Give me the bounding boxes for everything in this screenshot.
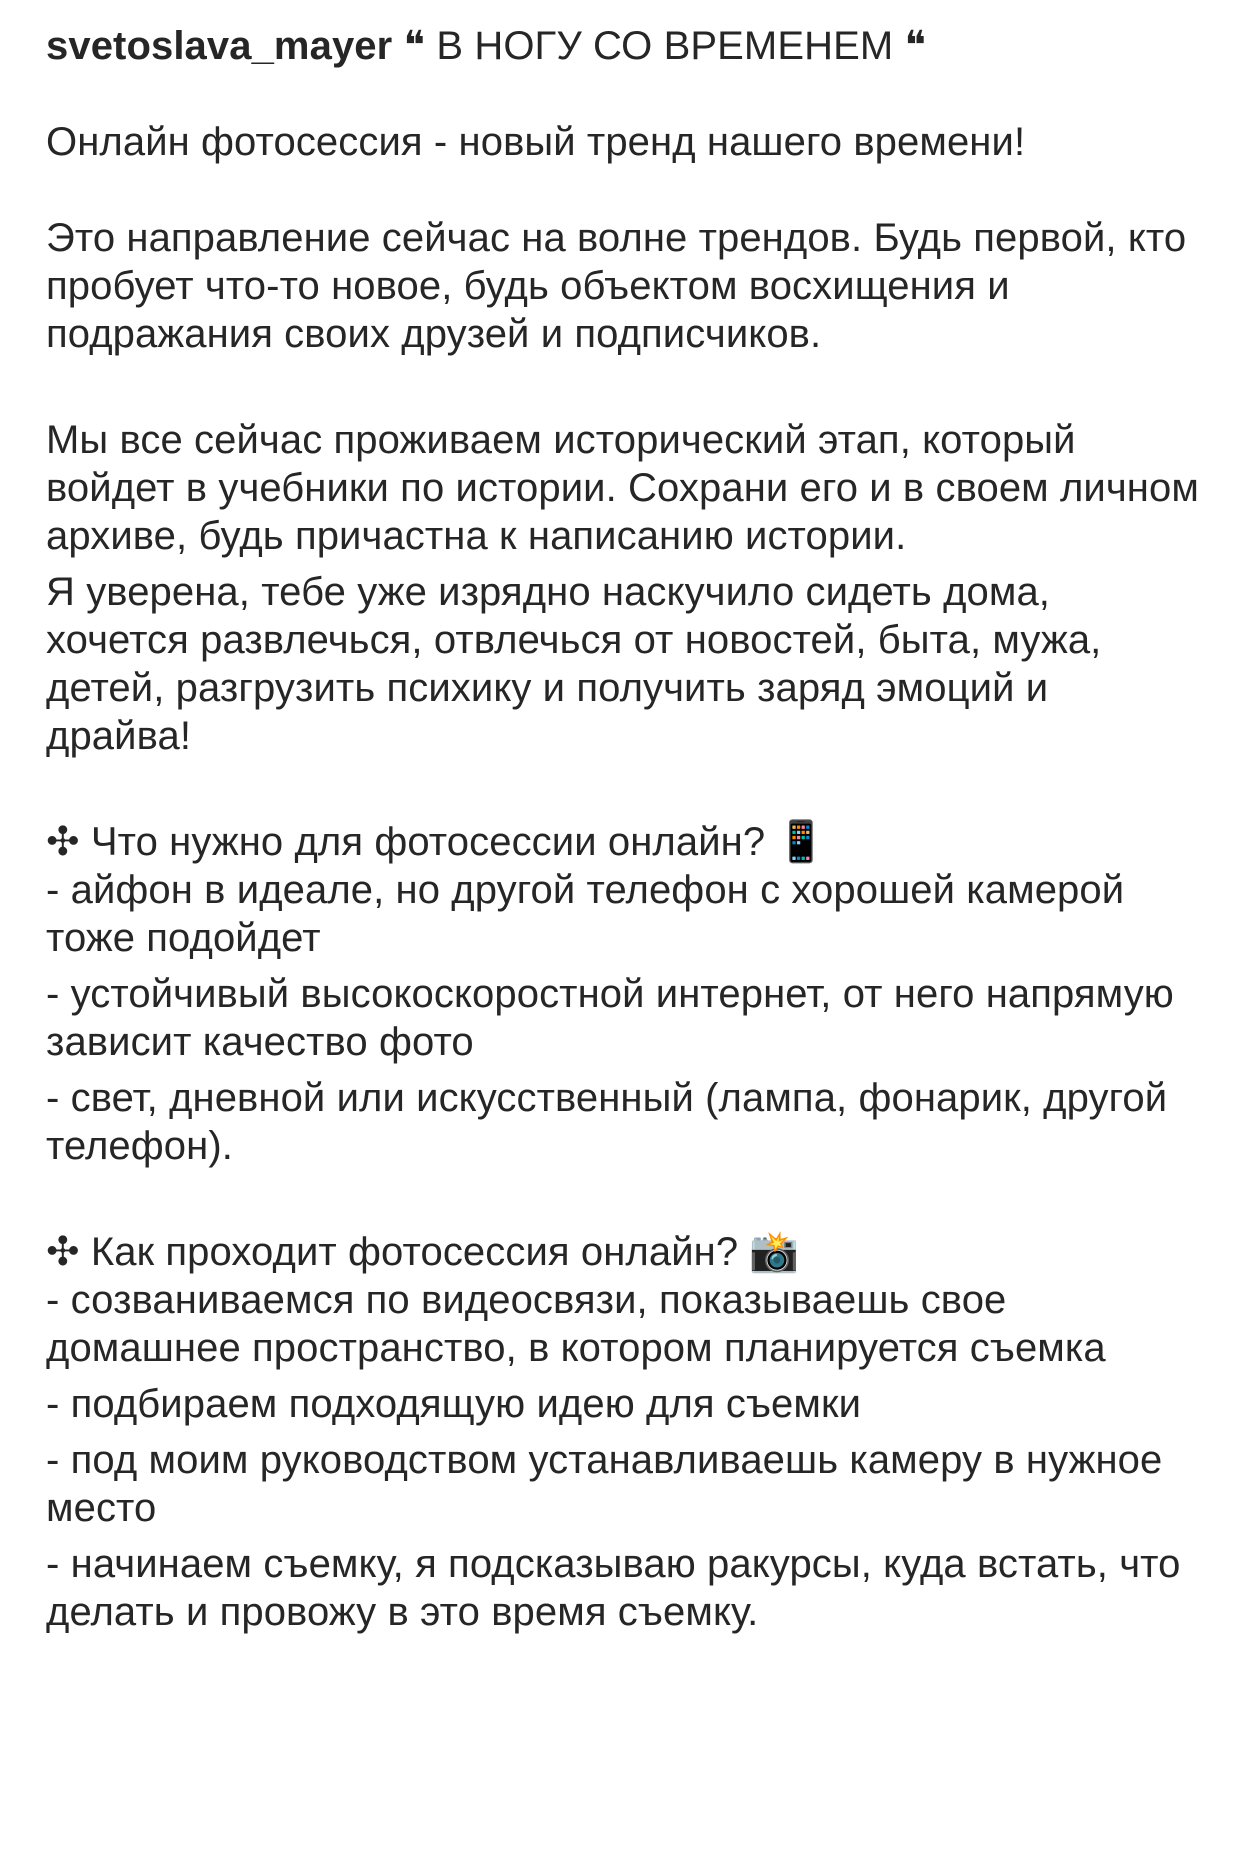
section-title-text: Что нужно для фотосессии онлайн?: [90, 820, 766, 864]
spacer: [46, 1428, 1202, 1436]
spacer: [46, 358, 1202, 416]
spacer: [46, 1532, 1202, 1540]
section-title-text: Как проходит фотосессия онлайн?: [90, 1230, 739, 1274]
spacer: [46, 1372, 1202, 1380]
camera-flash-icon: 📸: [749, 1229, 800, 1275]
caption-paragraph-1: Онлайн фотосессия - новый тренд нашего времени!: [46, 120, 1026, 164]
mobile-phone-icon: 📱: [776, 819, 827, 865]
list-item: - начинаем съемку, я подсказываю ракурсы, куда встать, что делать и провожу в это время съемку.: [46, 1542, 1181, 1634]
section-title-what-needed: [46, 818, 1202, 866]
caption-paragraph-4: Я уверена, тебе уже изрядно наскучило сидеть дома, хочется развлечься, отвлечься от новостей, быта, мужа, детей, разгрузить психику и получить заряд эмоций и драйва!: [46, 570, 1102, 758]
username-link[interactable]: svetoslava_mayer: [46, 24, 393, 68]
sparkle-marker-icon: ✣: [46, 1230, 80, 1274]
spacer: [46, 166, 1202, 214]
list-item: - устойчивый высокоскоростной интернет, от него напрямую зависит качество фото: [46, 972, 1174, 1064]
caption-paragraph-2: Это направление сейчас на волне трендов. Будь первой, кто пробует что-то новое, будь объектом восхищения и подражания своих друзей и подписчиков.: [46, 216, 1187, 356]
section-title-how-it-works: [46, 1228, 1202, 1276]
caption-paragraph-3: Мы все сейчас проживаем исторический этап, который войдет в учебники по истории. Сохрани его и в своем личном архиве, будь причастна к написанию истории.: [46, 418, 1199, 558]
list-item: - айфон в идеале, но другой телефон с хорошей камерой тоже подойдет: [46, 868, 1125, 960]
list-item: - под моим руководством устанавливаешь камеру в нужное место: [46, 1438, 1163, 1530]
caption-header: [46, 22, 1202, 70]
list-item: - подбираем подходящую идею для съемки: [46, 1382, 862, 1426]
spacer: [46, 560, 1202, 568]
spacer: [46, 1170, 1202, 1228]
spacer: [46, 962, 1202, 970]
list-item: - свет, дневной или искусственный (лампа, фонарик, другой телефон).: [46, 1076, 1168, 1168]
sparkle-marker-icon: ✣: [46, 820, 80, 864]
caption-headline: ❝ В НОГУ СО ВРЕМЕНЕМ ❝: [403, 24, 927, 68]
spacer: [46, 70, 1202, 118]
spacer: [46, 1066, 1202, 1074]
spacer: [46, 760, 1202, 818]
list-item: - созваниваемся по видеосвязи, показываешь свое домашнее пространство, в котором планируется съемка: [46, 1278, 1106, 1370]
